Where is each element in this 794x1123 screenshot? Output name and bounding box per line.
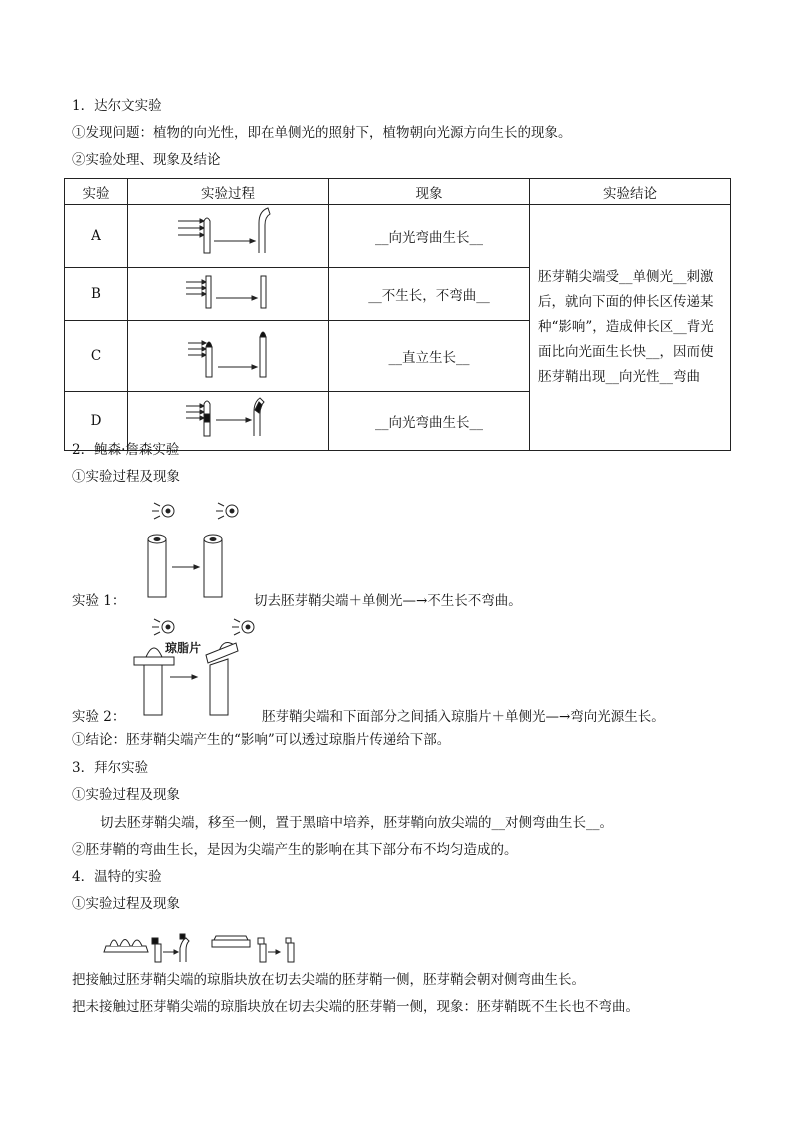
result-cell: __向光弯曲生长__ bbox=[329, 392, 530, 451]
went-experiment-figure bbox=[100, 922, 310, 964]
section1-subheading: ②实验处理、现象及结论 bbox=[72, 152, 221, 168]
conclusion-cell: 胚芽鞘尖端受__单侧光__刺激后，就向下面的伸长区传递某种“影响”，造成伸长区__背光面比向光面生长快__，因而使胚芽鞘出现__向光性__弯曲 bbox=[530, 205, 731, 451]
section2-heading: 2．鲍森·詹森实验 bbox=[72, 442, 180, 458]
procedure-diagram-a bbox=[128, 205, 329, 268]
exp2-description: 胚芽鞘尖端和下面部分之间插入琼脂片＋单侧光—→弯向光源生长。 bbox=[262, 709, 665, 725]
section4-line2: 把未接触过胚芽鞘尖端的琼脂块放在切去尖端的胚芽鞘一侧，现象：胚芽鞘既不生长也不弯曲。 bbox=[72, 999, 639, 1015]
table-header: 实验结论 bbox=[530, 179, 731, 205]
section3-procedure: 切去胚芽鞘尖端，移至一侧，置于黑暗中培养，胚芽鞘向放尖端的__对侧弯曲生长__。 bbox=[100, 815, 613, 831]
section4-heading: 4．温特的实验 bbox=[72, 869, 162, 885]
section4-line1: 把接触过胚芽鞘尖端的琼脂块放在切去尖端的胚芽鞘一侧，胚芽鞘会朝对侧弯曲生长。 bbox=[72, 972, 585, 988]
row-label: B bbox=[65, 268, 128, 321]
row-label: A bbox=[65, 205, 128, 268]
row-label: D bbox=[65, 392, 128, 451]
result-cell: __直立生长__ bbox=[329, 321, 530, 392]
table-header: 现象 bbox=[329, 179, 530, 205]
section1-question: ①发现问题：植物的向光性，即在单侧光的照射下，植物朝向光源方向生长的现象。 bbox=[72, 125, 572, 141]
procedure-diagram-c bbox=[128, 321, 329, 392]
section3-heading: 3．拜尔实验 bbox=[72, 760, 149, 776]
section2-subheading: ①实验过程及现象 bbox=[72, 469, 180, 485]
table-header-row bbox=[65, 179, 731, 205]
section3-conclusion: ②胚芽鞘的弯曲生长，是因为尖端产生的影响在其下部分布不均匀造成的。 bbox=[72, 842, 518, 858]
exp2-label: 实验 2： bbox=[72, 709, 126, 725]
row-label: C bbox=[65, 321, 128, 392]
result-cell: __不生长，不弯曲__ bbox=[329, 268, 530, 321]
boysen-jensen-exp1-figure bbox=[140, 497, 250, 601]
exp1-description: 切去胚芽鞘尖端＋单侧光—→不生长不弯曲。 bbox=[254, 593, 522, 609]
table-header: 实验 bbox=[65, 179, 128, 205]
procedure-diagram-b bbox=[128, 268, 329, 321]
table-row bbox=[65, 205, 731, 268]
exp1-label: 实验 1： bbox=[72, 593, 126, 609]
boysen-jensen-exp2-figure bbox=[130, 615, 265, 720]
darwin-experiment-table bbox=[64, 178, 731, 451]
section2-conclusion: ①结论：胚芽鞘尖端产生的“影响”可以透过琼脂片传递给下部。 bbox=[72, 732, 451, 748]
section4-subheading: ①实验过程及现象 bbox=[72, 896, 180, 912]
section3-subheading: ①实验过程及现象 bbox=[72, 787, 180, 803]
agar-piece-label: 琼脂片 bbox=[165, 641, 202, 655]
result-cell: __向光弯曲生长__ bbox=[329, 205, 530, 268]
section1-heading: 1．达尔文实验 bbox=[72, 98, 162, 114]
table-header: 实验过程 bbox=[128, 179, 329, 205]
